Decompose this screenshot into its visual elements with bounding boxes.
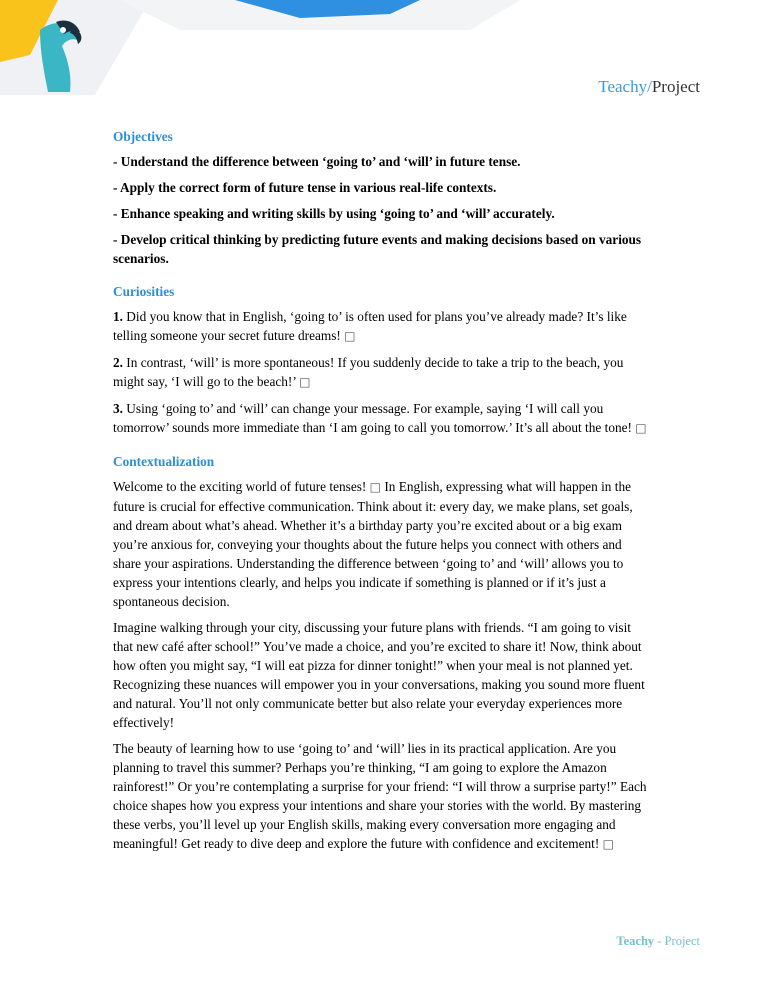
objectives-section — [113, 127, 653, 268]
missing-glyph-icon: □ — [602, 837, 614, 851]
objective-item: - Apply the correct form of future tense in various real-life contexts. — [113, 180, 497, 195]
contextualization-heading: Contextualization — [113, 454, 215, 469]
curiosity-item — [113, 399, 653, 438]
curiosity-item — [113, 307, 653, 346]
context-text: Welcome to the exciting world of future tenses! — [113, 479, 370, 494]
objective-item: - Enhance speaking and writing skills by using ‘going to’ and ‘will’ accurately. — [113, 206, 555, 221]
objective-item: - Develop critical thinking by predicting future events and making decisions based on various scenarios. — [113, 232, 642, 266]
context-paragraph — [113, 739, 653, 854]
brand-project: Project — [651, 77, 700, 96]
curiosity-number: 2. — [113, 355, 123, 370]
brand-teachy: Teachy — [598, 77, 648, 96]
context-paragraph — [113, 477, 653, 611]
curiosity-number: 1. — [113, 309, 123, 324]
missing-glyph-icon: □ — [344, 329, 356, 343]
context-text: In English, expressing what will happen in the future is crucial for effective communication. Think about it: every day, we make plans, set goals, and dream about what’s ahead. Whether it’s a birthday party you’re excited about or a big exam you’re anxious for, conveying your thoughts about the future helps you connect with others and share your aspirations. Understanding the difference between ‘going to’ and ‘will’ allows you to express your intentions clearly, and helps you indicate if something is planned or if it’s just a spontaneous decision. — [113, 479, 633, 609]
curiosity-text: In contrast, ‘will’ is more spontaneous! If you suddenly decide to take a trip to the beach, you might say, ‘I will go to the beach!’ — [113, 355, 624, 389]
context-text: The beauty of learning how to use ‘going to’ and ‘will’ lies in its practical application. Are you planning to travel this summer? Perhaps you’re thinking, “I am going to explore the Amazon rainforest!” Or you’re contemplating a surprise for your friend: “I will throw a surprise party!” Each choice shapes how you express your intentions and share your stories with the world. By mastering these verbs, you’ll level up your English skills, making every conversation more engaging and meaningful! Get ready to dive deep and explore the future with confidence and excitement! — [113, 741, 647, 851]
missing-glyph-icon: □ — [369, 480, 382, 494]
brand-label — [598, 77, 700, 97]
page-footer — [616, 934, 700, 949]
curiosity-text: Did you know that in English, ‘going to’ is often used for plans you’ve already made? It’s like telling someone your secret future dreams! — [113, 309, 627, 343]
curiosity-item — [113, 353, 653, 392]
curiosities-section — [113, 282, 653, 438]
curiosities-heading: Curiosities — [113, 284, 175, 299]
curiosity-number: 3. — [113, 401, 123, 416]
context-paragraph: Imagine walking through your city, discussing your future plans with friends. “I am going to visit that new café after school!” You’ve made a choice, and you’re excited to share it! Now, think about how often you might say, “I will eat pizza for dinner tonight!” when your meal is not planned yet. Recognizing these nuances will empower you in your conversations, making you sound more fluent and natural. You’ll not only communicate better but also relate your everyday experiences more effectively! — [113, 620, 645, 730]
contextualization-section — [113, 452, 653, 854]
missing-glyph-icon: □ — [299, 375, 311, 389]
document-body — [113, 127, 653, 868]
footer-teachy: Teachy — [616, 934, 655, 948]
curiosity-text: Using ‘going to’ and ‘will’ can change your message. For example, saying ‘I will call you tomorrow’ sounds more immediate than ‘I am going to call you tomorrow.’ It’s all about the tone! — [113, 401, 636, 435]
objective-item: - Understand the difference between ‘going to’ and ‘will’ in future tense. — [113, 154, 521, 169]
objectives-heading: Objectives — [113, 129, 173, 144]
footer-dash: - — [654, 934, 665, 948]
missing-glyph-icon: □ — [635, 421, 647, 435]
footer-project: Project — [664, 934, 700, 948]
brand-slash: / — [647, 77, 652, 96]
